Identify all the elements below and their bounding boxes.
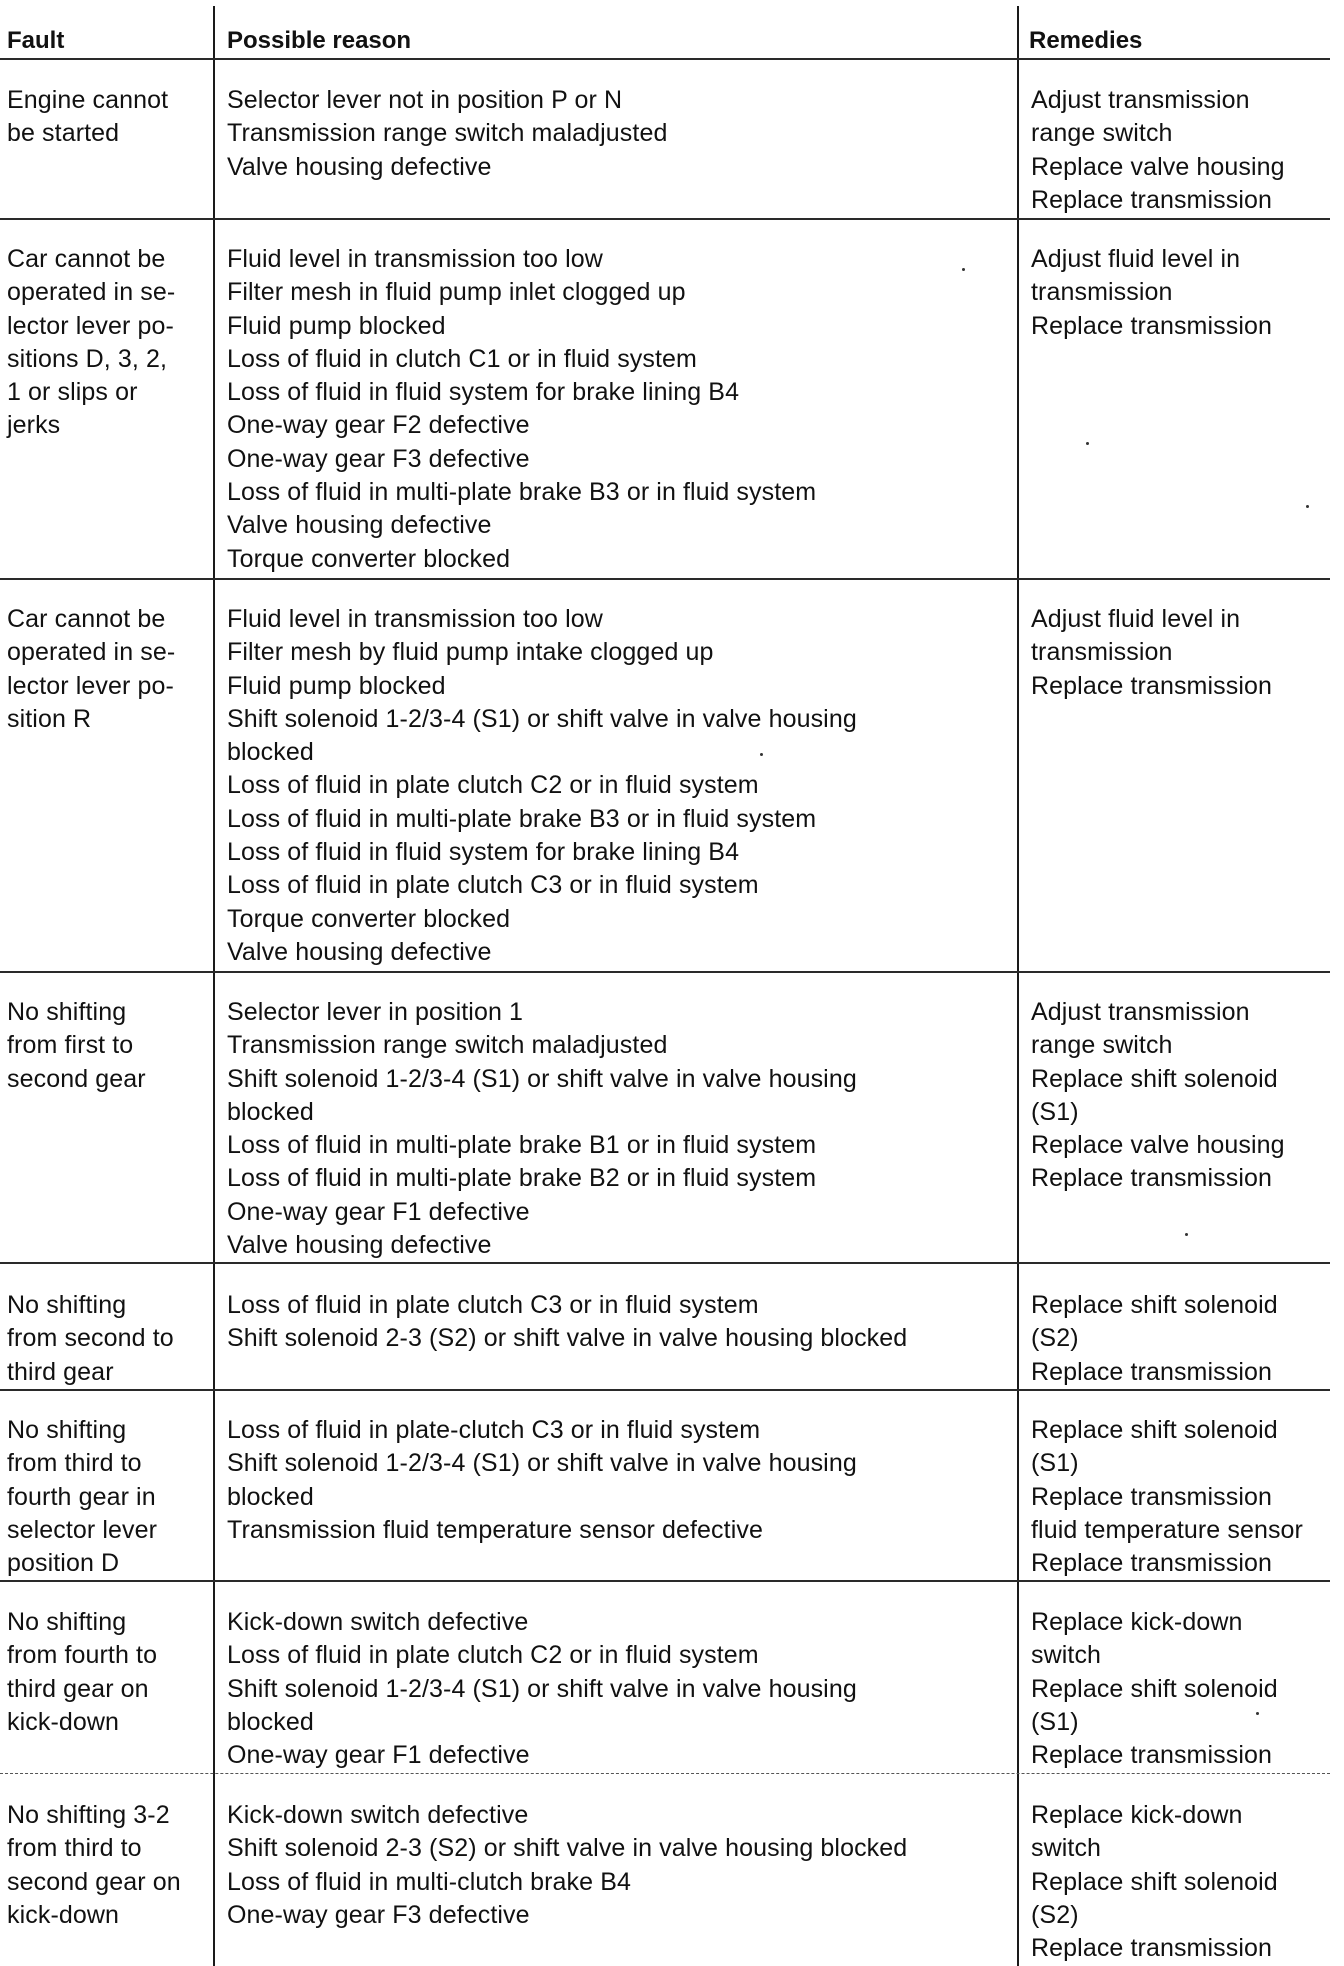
reason-line: Transmission fluid temperature sensor defective [227, 1515, 763, 1544]
fault-line: from third to [7, 1834, 142, 1863]
reason-line: One-way gear F3 defective [227, 1900, 530, 1929]
reason-line: Shift solenoid 2-3 (S2) or shift valve in valve housing blocked [227, 1324, 908, 1353]
reason-line: Shift solenoid 2-3 (S2) or shift valve in valve housing blocked [227, 1834, 908, 1863]
reason-line: Torque converter blocked [227, 544, 511, 573]
remedy-cell [1031, 996, 1285, 1196]
reason-line: Loss of fluid in multi-plate brake B3 or in fluid system [227, 478, 817, 507]
remedy-cell [1031, 1414, 1303, 1580]
fault-line: lector lever po- [7, 671, 174, 700]
reason-line: Loss of fluid in plate clutch C3 or in fluid system [227, 871, 759, 900]
fault-cell [7, 84, 168, 151]
row-divider [0, 218, 1330, 220]
reason-line: Loss of fluid in plate-clutch C3 or in fluid system [227, 1416, 761, 1444]
reason-line: Kick-down switch defective [227, 1801, 529, 1829]
reason-cell [227, 1799, 907, 1932]
reason-line: Loss of fluid in fluid system for brake lining B4 [227, 378, 740, 407]
remedy-line: Replace transmission [1031, 185, 1272, 214]
remedy-line: Replace kick-down [1031, 1608, 1243, 1636]
reason-line: Loss of fluid in multi-plate brake B1 or in fluid system [227, 1131, 817, 1160]
remedy-line: fluid temperature sensor [1031, 1515, 1303, 1544]
reason-line: Loss of fluid in plate clutch C2 or in fluid system [227, 1641, 759, 1670]
remedy-line: Adjust transmission [1031, 998, 1250, 1026]
fault-line: third gear [7, 1357, 114, 1386]
remedy-cell [1031, 1799, 1278, 1965]
scan-speck [1306, 505, 1309, 508]
remedy-line: Replace shift solenoid [1031, 1674, 1278, 1703]
fault-line: third gear on [7, 1674, 149, 1703]
reason-cell [227, 84, 667, 184]
fault-line: fourth gear in [7, 1482, 156, 1511]
fault-cell [7, 1606, 157, 1739]
remedy-line: range switch [1031, 119, 1173, 148]
remedy-cell [1031, 1606, 1278, 1772]
fault-line: from second to [7, 1324, 174, 1353]
fault-line: No shifting [7, 998, 127, 1026]
remedy-cell [1031, 1289, 1278, 1389]
reason-cell [227, 603, 857, 969]
fault-line: second gear [7, 1064, 146, 1093]
row-divider [0, 578, 1330, 580]
remedy-line: Replace transmission [1031, 1482, 1272, 1511]
reason-line: Selector lever in position 1 [227, 998, 524, 1026]
reason-cell [227, 1289, 907, 1356]
reason-line: blocked [227, 738, 314, 767]
row-divider [0, 1773, 1330, 1774]
row-divider [0, 1389, 1330, 1391]
reason-line: One-way gear F1 defective [227, 1197, 530, 1226]
reason-line: Loss of fluid in plate clutch C2 or in fluid system [227, 771, 759, 800]
fault-line: position D [7, 1549, 120, 1578]
fault-line: kick-down [7, 1900, 120, 1929]
column-divider-left [213, 6, 215, 1966]
reason-line: Loss of fluid in clutch C1 or in fluid system [227, 344, 697, 373]
reason-line: Shift solenoid 1-2/3-4 (S1) or shift valve in valve housing [227, 1674, 857, 1703]
reason-cell [227, 996, 857, 1262]
fault-cell [7, 996, 146, 1096]
reason-line: Loss of fluid in multi-plate brake B3 or in fluid system [227, 804, 817, 833]
header-remedies: Remedies [1029, 27, 1143, 54]
reason-cell [227, 1414, 857, 1547]
reason-line: blocked [227, 1482, 314, 1511]
fault-line: jerks [7, 411, 61, 440]
fault-line: from third to [7, 1449, 142, 1478]
reason-line: Loss of fluid in multi-plate brake B2 or in fluid system [227, 1164, 817, 1193]
reason-line: Loss of fluid in fluid system for brake lining B4 [227, 838, 740, 867]
remedy-line: Replace valve housing [1031, 1131, 1285, 1160]
fault-line: operated in se- [7, 278, 176, 307]
fault-line: selector lever [7, 1515, 158, 1544]
reason-cell [227, 1606, 857, 1772]
remedy-line: Replace shift solenoid [1031, 1064, 1278, 1093]
reason-line: Fluid level in transmission too low [227, 605, 603, 633]
reason-line: Fluid pump blocked [227, 311, 446, 340]
fault-cell [7, 243, 175, 443]
reason-line: Transmission range switch maladjusted [227, 119, 668, 148]
reason-line: Valve housing defective [227, 1231, 492, 1260]
scan-speck [1185, 1233, 1188, 1236]
remedy-line: Replace shift solenoid [1031, 1867, 1278, 1896]
remedy-line: Adjust transmission [1031, 86, 1250, 114]
reason-line: blocked [227, 1097, 314, 1126]
remedy-line: switch [1031, 1834, 1102, 1863]
remedy-line: Adjust fluid level in [1031, 245, 1241, 273]
reason-line: Shift solenoid 1-2/3-4 (S1) or shift valve in valve housing [227, 1064, 857, 1093]
remedy-line: transmission [1031, 638, 1173, 667]
scan-speck [1086, 442, 1089, 445]
remedy-line: Replace transmission [1031, 1164, 1272, 1193]
remedy-line: Replace transmission [1031, 1549, 1272, 1578]
fault-cell [7, 603, 175, 736]
fault-line: operated in se- [7, 638, 176, 667]
fault-line: Car cannot be [7, 245, 166, 273]
fault-line: No shifting [7, 1416, 127, 1444]
reason-line: Valve housing defective [227, 152, 492, 181]
scan-speck [760, 753, 763, 756]
remedy-line: switch [1031, 1641, 1102, 1670]
remedy-cell [1031, 243, 1272, 343]
reason-line: One-way gear F2 defective [227, 411, 530, 440]
reason-line: Fluid pump blocked [227, 671, 446, 700]
reason-line: Filter mesh in fluid pump inlet clogged up [227, 278, 686, 307]
reason-line: Torque converter blocked [227, 904, 511, 933]
remedy-line: (S2) [1031, 1900, 1079, 1929]
fault-line: lector lever po- [7, 311, 174, 340]
reason-line: One-way gear F3 defective [227, 444, 530, 473]
reason-line: Loss of fluid in plate clutch C3 or in fluid system [227, 1291, 759, 1319]
reason-line: Shift solenoid 1-2/3-4 (S1) or shift valve in valve housing [227, 1449, 857, 1478]
fault-line: No shifting [7, 1291, 127, 1319]
fault-cell [7, 1799, 181, 1932]
scan-speck [962, 268, 965, 271]
fault-line: from fourth to [7, 1641, 158, 1670]
remedy-line: Adjust fluid level in [1031, 605, 1241, 633]
remedy-line: Replace transmission [1031, 1357, 1272, 1386]
remedy-line: Replace kick-down [1031, 1801, 1243, 1829]
fault-line: No shifting [7, 1608, 127, 1636]
reason-line: Valve housing defective [227, 937, 492, 966]
fault-cell [7, 1289, 174, 1389]
reason-line: blocked [227, 1707, 314, 1736]
reason-cell [227, 243, 816, 576]
fault-line: Engine cannot [7, 86, 169, 114]
reason-line: Transmission range switch maladjusted [227, 1031, 668, 1060]
remedy-line: (S1) [1031, 1707, 1079, 1736]
remedy-cell [1031, 84, 1285, 217]
reason-line: Loss of fluid in multi-clutch brake B4 [227, 1867, 631, 1896]
reason-line: Shift solenoid 1-2/3-4 (S1) or shift valve in valve housing [227, 704, 857, 733]
remedy-line: Replace valve housing [1031, 152, 1285, 181]
reason-line: One-way gear F1 defective [227, 1741, 530, 1770]
fault-line: Car cannot be [7, 605, 166, 633]
remedy-line: Replace transmission [1031, 1741, 1272, 1770]
fault-line: second gear on [7, 1867, 181, 1896]
remedy-line: Replace transmission [1031, 671, 1272, 700]
fault-line: sition R [7, 704, 92, 733]
remedy-line: (S1) [1031, 1449, 1079, 1478]
fault-line: kick-down [7, 1707, 120, 1736]
remedy-line: transmission [1031, 278, 1173, 307]
remedy-line: (S1) [1031, 1097, 1079, 1126]
remedy-line: range switch [1031, 1031, 1173, 1060]
fault-line: from first to [7, 1031, 134, 1060]
fault-line: 1 or slips or [7, 378, 138, 407]
remedy-line: Replace shift solenoid [1031, 1416, 1278, 1444]
header-fault: Fault [7, 27, 65, 54]
reason-line: Kick-down switch defective [227, 1608, 529, 1636]
fault-line: No shifting 3-2 [7, 1801, 170, 1829]
column-divider-right [1017, 6, 1019, 1966]
remedy-line: Replace transmission [1031, 311, 1272, 340]
row-divider [0, 971, 1330, 973]
fault-cell [7, 1414, 157, 1580]
reason-line: Valve housing defective [227, 511, 492, 540]
scan-speck [1256, 1712, 1259, 1715]
remedy-cell [1031, 603, 1272, 703]
header-rule [0, 58, 1330, 60]
remedy-line: (S2) [1031, 1324, 1079, 1353]
reason-line: Selector lever not in position P or N [227, 86, 623, 114]
reason-line: Filter mesh by fluid pump intake clogged up [227, 638, 714, 667]
fault-line: sitions D, 3, 2, [7, 344, 167, 373]
remedy-line: Replace shift solenoid [1031, 1291, 1278, 1319]
fault-line: be started [7, 119, 120, 148]
header-possible-reason: Possible reason [227, 27, 412, 54]
remedy-line: Replace transmission [1031, 1934, 1272, 1963]
reason-line: Fluid level in transmission too low [227, 245, 603, 273]
